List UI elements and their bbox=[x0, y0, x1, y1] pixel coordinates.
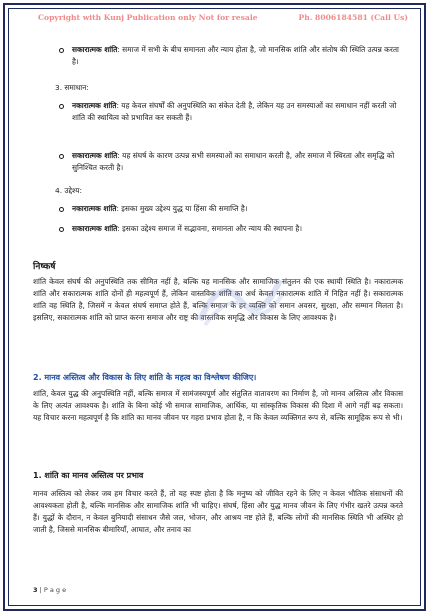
header-phone: Ph. 8006184581 (Call Us) bbox=[298, 13, 408, 22]
list-item-positive-purpose bbox=[72, 223, 400, 235]
bullet-circle-icon bbox=[59, 154, 64, 159]
list-item-text: नकारात्मक शांति: यह केवल संघर्षों की अनुपस्थिति का संकेत देती है, लेकिन यह उन समस्याओं का समाधान नहीं करती जो शांति की स्थायित्व को प्रभावित कर सकती हैं। bbox=[72, 101, 397, 122]
subsection-1-paragraph: मानव अस्तित्व को लेकर जब हम विचार करते हैं, तो यह स्पष्ट होता है कि मनुष्य को जीवित रहने के लिए न केवल भौतिक संसाधनों की आवश्यकता होती है, बल्कि मानसिक और सामाजिक शांति भी चाहिए। संघर्ष, हिंसा और युद्ध मानव जीवन के लिए गंभीर खतरे उत्पन्न करते हैं। युद्धों के दौरान, न केवल बुनियादी संसाधन जैसे जल, भोजन, और आश्रय नष्ट होते हैं, बल्कि लोगों की मानसिक स्थिति भी अस्थिर हो जाती है, जिससे मानसिक बीमारियाँ, आघात, और तनाव का bbox=[33, 489, 403, 534]
list-item-text: नकारात्मक शांति: इसका मुख्य उद्देश्य युद्ध या हिंसा की समाप्ति है। bbox=[72, 204, 248, 213]
list-item-negative-purpose bbox=[72, 203, 400, 215]
list-item-positive-solution bbox=[72, 150, 400, 174]
list-item-sakaratmak-solution bbox=[72, 44, 400, 68]
conclusion-heading: निष्कर्ष bbox=[33, 262, 56, 272]
page-header bbox=[38, 13, 408, 22]
bullet-circle-icon bbox=[59, 227, 64, 232]
section-heading-3: 3. समाधान: bbox=[55, 83, 89, 92]
list-item-text: सकारात्मक शांति: समाज में सभी के बीच समानता और न्याय होता है, जो मानसिक शांति और संतोष की स्थिति उत्पन्न करता है। bbox=[72, 45, 399, 66]
section-heading-4: 4. उद्देश्य: bbox=[55, 186, 82, 195]
bullet-circle-icon bbox=[59, 48, 64, 53]
list-item-negative-solution bbox=[72, 100, 400, 124]
subsection-heading-1: 1. शांति का मानव अस्तित्व पर प्रभाव bbox=[33, 471, 144, 480]
bullet-circle-icon bbox=[59, 207, 64, 212]
page-label: P a g e bbox=[43, 586, 67, 594]
page-number: 3 bbox=[33, 586, 38, 594]
question-2-paragraph: शांति, केवल युद्ध की अनुपस्थिति नहीं, बल्कि समाज में सामंजस्यपूर्ण और संतुलित वातावरण का निर्माण है, जो मानव अस्तित्व और विकास के लिए अत्यंत आवश्यक है। शांति के बिना कोई भी समाज सामाजिक, आर्थिक, या सांस्कृतिक विकास की दिशा में आगे नहीं बढ़ सकता। यह विचार करना महत्वपूर्ण है कि शांति का मानव जीवन पर गहरा प्रभाव होता है, न कि केवल व्यक्तिगत रूप से, बल्कि सामूहिक रूप से भी। bbox=[33, 389, 403, 422]
question-heading-2: 2. मानव अस्तित्व और विकास के लिए शांति के महत्व का विश्लेषण कीजिए। bbox=[33, 373, 257, 382]
bullet-circle-icon bbox=[59, 104, 64, 109]
conclusion-paragraph: शांति केवल संघर्ष की अनुपस्थिति तक सीमित नहीं है, बल्कि यह मानसिक और सामाजिक संतुलन की एक स्थायी स्थिति है। नकारात्मक शांति और सकारात्मक शांति दोनों ही महत्वपूर्ण हैं, लेकिन वास्तविक शांति का अर्थ केवल नकारात्मक शांति में निहित नहीं है। सकारात्मक शांति वह स्थिति है, जिसमें न केवल संघर्ष समाप्त होते हैं, बल्कि समाज के हर व्यक्ति को समान अवसर, सुरक्षा, और सम्मान मिलता है। इसलिए, सकारात्मक शांति को प्राप्त करना समाज और राष्ट्र की वास्तविक समृद्धि और विकास के लिए आवश्यक है। bbox=[33, 277, 403, 322]
page-footer: 3 | P a g e bbox=[33, 586, 67, 594]
list-item-text: सकारात्मक शांति: यह संघर्ष के कारण उत्पन्न सभी समस्याओं का समाधान करती है, और समाज में स्थिरता और समृद्धि को सुनिश्चित करती है। bbox=[72, 151, 395, 172]
list-item-text: सकारात्मक शांति: इसका उद्देश्य समाज में सद्भावना, समानता और न्याय की स्थापना है। bbox=[72, 224, 303, 233]
publisher-watermark-logo bbox=[190, 270, 290, 330]
header-copyright: Copyright with Kunj Publication only Not for resale bbox=[38, 13, 258, 22]
